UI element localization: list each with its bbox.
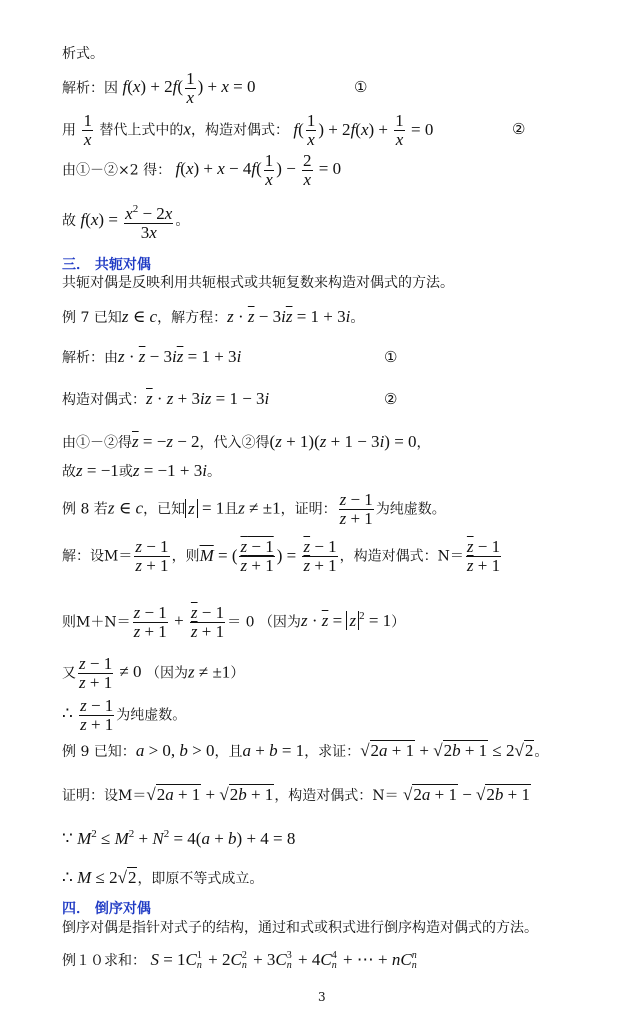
example-7-result: 故z = −1或z = −1 + 3i。 [62,461,221,480]
example-8: 例 8 若z ∈ c，已知 z = 1且z ≠ ±1，证明： $\frac{z - 1}{z + 1}$ 为纯虚数。 [62,490,446,528]
example-9-proof: 证明：设M＝√2a + 1 + √2b + 1，构造对偶式：N＝ √2a + 1 − √2b + 1 [62,785,530,804]
example-9: 例 9 已知：a > 0, b > 0，且a + b = 1，求证：√2a + 1 + √2b + 1 ≤ 2√2。 [62,741,549,760]
combine-line: 由①－②×2 得： f(x) + x − 4f( $\frac{1}{x}$ ) − $\frac{2}{x}$ = 0 [62,151,342,189]
equation-marker-1: ① [384,348,398,366]
example-7: 例 7 已知z ∈ c，解方程：$z \cdot \overline{z} - 3i\overline{z} = 1 + 3i$。 [62,307,365,326]
section-4-title: 四． 倒序对偶 [62,901,151,917]
equation-marker-2: ② [384,390,398,408]
section-3-title: 三． 共轭对偶 [62,257,151,273]
result-line: 故 f(x) = $\frac{x^2 - 2x}{3x}$ 。 [62,200,189,242]
equation-marker-1: ① [354,78,368,96]
replace-line: 用 $\frac{1}{x}$ 替代上式中的x，构造对偶式： f( $\frac{1}{x}$ ) + 2f(x) + $\frac{1}{x}$ = 0 [62,111,434,150]
example-9-final: ∴ M ≤ 2√2，即原不等式成立。 [62,868,264,887]
example-7-step: 由①－②得$\overline{z} = -z - 2$，代入②得(z + 1)(z + 1 − 3i) = 0， [62,432,431,451]
example-8-solution: 解：设M＝ $\frac{z - 1}{z + 1}$ ，则$\overline{M}$ = ( $\frac{z - 1}{z + 1}$ ) = $\frac{\overline{z} - 1}{\overline{z} + 1}$ ，构造对偶式：N＝ $\frac{\overline{z} - 1}{\overline{z} + 1}$ [62,537,501,576]
example-7-analysis: 解析：由$z \cdot \overline{z} - 3i\overline{z} = 1 + 3i$ [62,347,242,366]
example-7-construct: 构造对偶式：$\overline{z} \cdot z + 3iz = 1 - 3i$ [62,389,270,408]
example-9-ineq: ∵ $M^2 \le M^2 + N^2 = 4(a + b) + 4 = 8$ [62,828,296,848]
analysis-line-1: 解析：因 f(x) + 2f( $\frac{1}{x}$ ) + x = 0 [62,69,256,107]
example-8-conclusion: ∴ $\frac{z - 1}{z + 1}$ 为纯虚数。 [62,696,187,734]
equation-marker-2: ② [512,120,526,138]
example-8-also: 又 $\frac{z - 1}{z + 1}$ ≠ 0 （因为z ≠ ±1） [62,654,245,692]
page-number: 3 [318,990,326,1004]
example-10: 例１０求和： S = 1C 1 n + 2C 2 n + 3C 3 n + 4C 4 n + ⋯ + nC n n [62,950,417,972]
section-4-desc: 倒序对偶是指针对式子的结构，通过和式或积式进行倒序构造对偶式的方法。 [62,920,538,936]
section-3-desc: 共轭对偶是反映利用共轭根式或共轭复数来构造对偶式的方法。 [62,275,454,291]
example-8-sum: 则M＋N＝ $\frac{z - 1}{z + 1}$ + $\frac{\overline{z} - 1}{\overline{z} + 1}$ ＝ 0 （因为$z \cdot \overline{z} = z$ $^2$ = 1） [62,603,406,641]
top-fragment: 析式。 [62,46,104,62]
